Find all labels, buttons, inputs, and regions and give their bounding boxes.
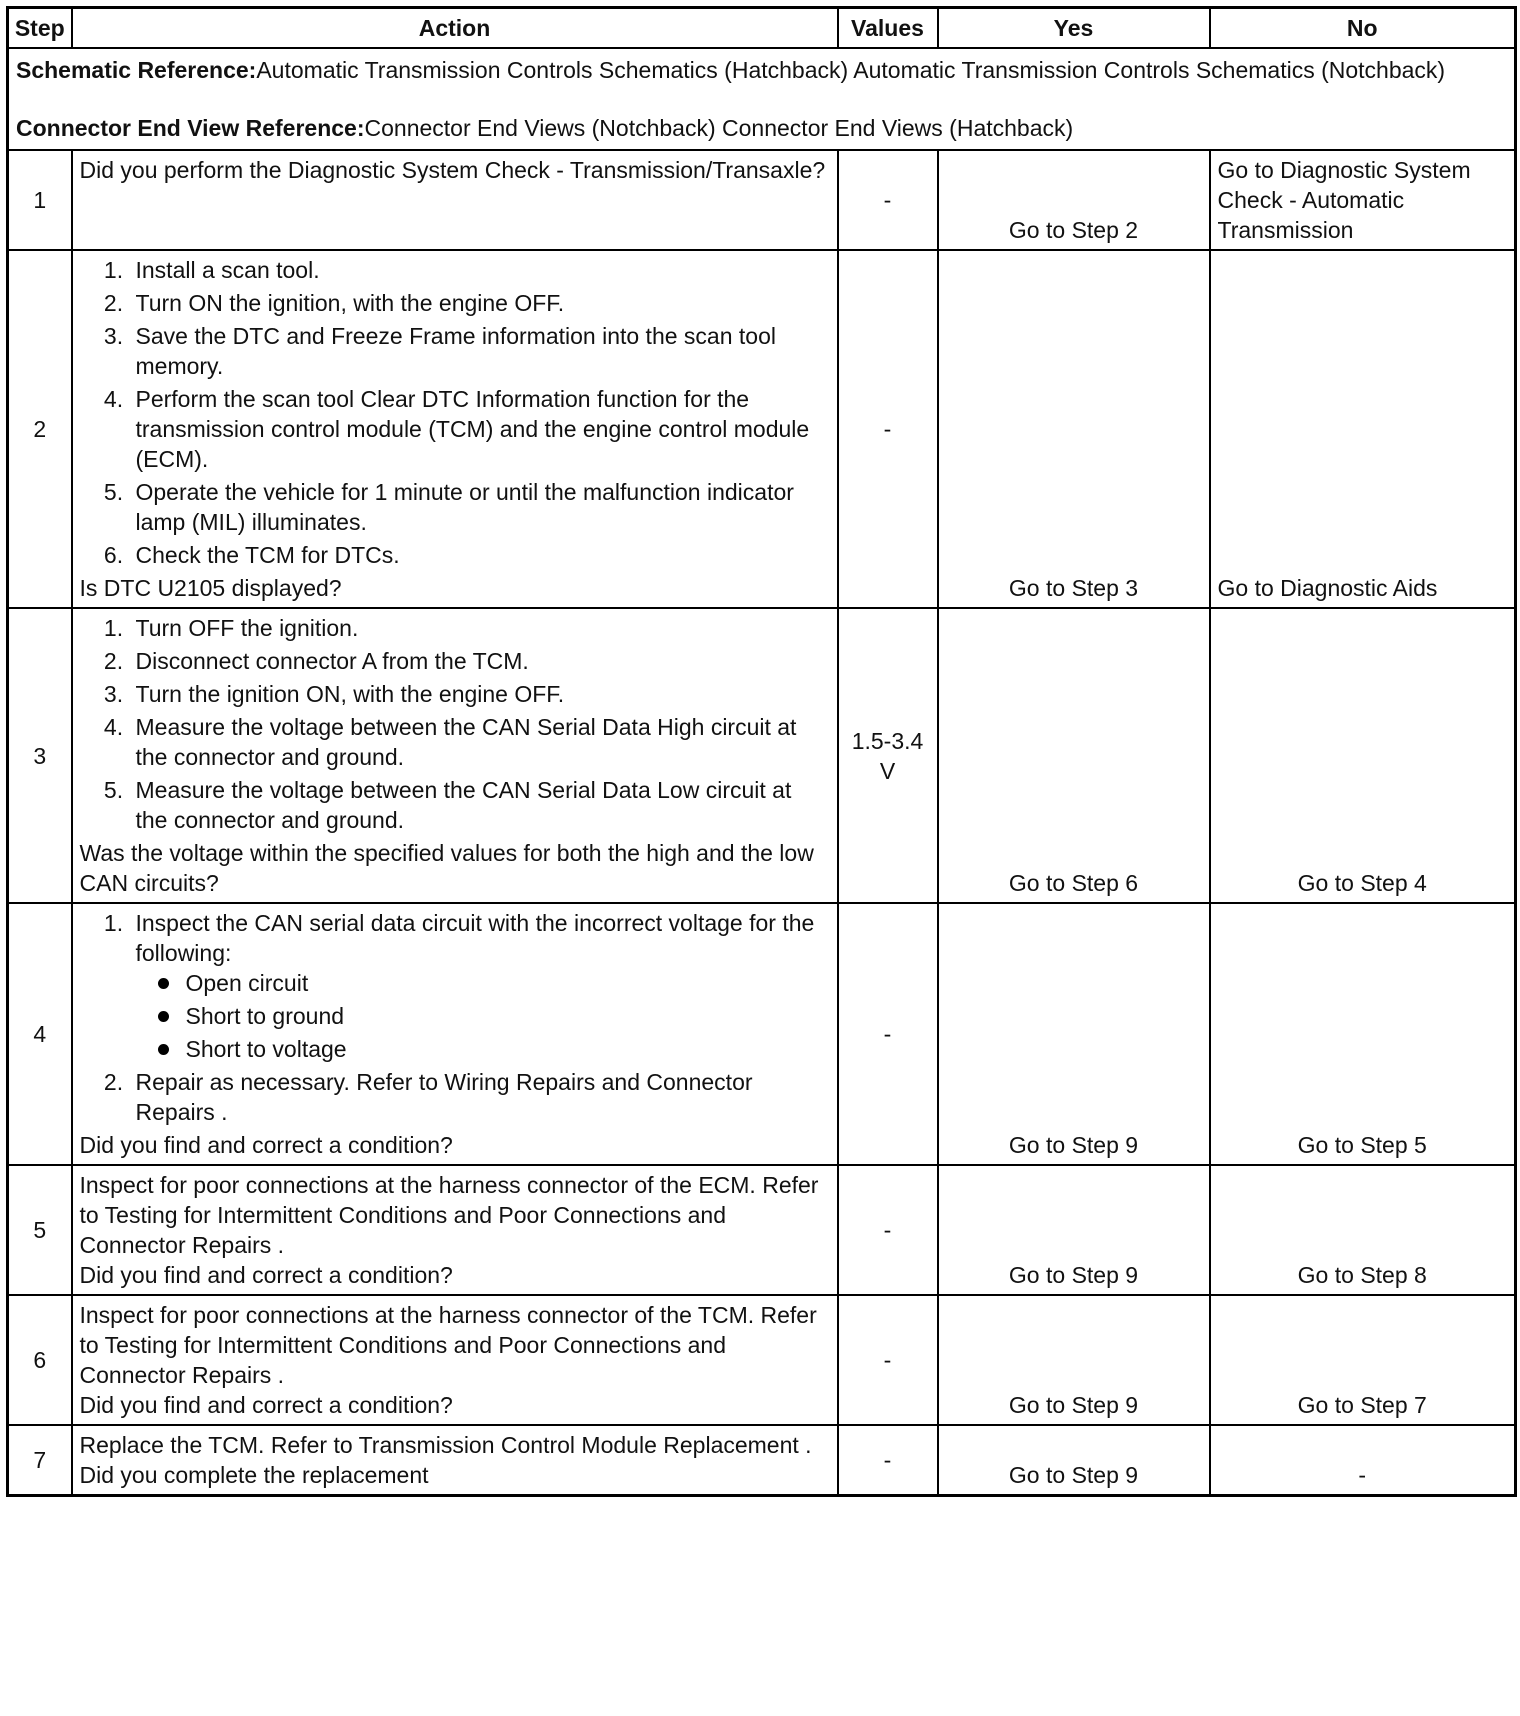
yes-cell: Go to Step 9 xyxy=(938,1425,1210,1496)
values-cell: - xyxy=(838,150,938,250)
values-cell: - xyxy=(838,1295,938,1425)
step-number: 5 xyxy=(8,1165,72,1295)
action-steps-list xyxy=(80,908,830,1127)
header-no: No xyxy=(1210,8,1516,49)
action-cell xyxy=(72,1295,838,1425)
no-cell: Go to Step 8 xyxy=(1210,1165,1516,1295)
step-number: 6 xyxy=(8,1295,72,1425)
step-number: 3 xyxy=(8,608,72,903)
action-cell xyxy=(72,250,838,608)
bullet-list xyxy=(136,968,830,1064)
no-cell: Go to Diagnostic System Check - Automatic Transmission xyxy=(1210,150,1516,250)
schematic-reference xyxy=(16,55,1507,85)
step-number: 7 xyxy=(8,1425,72,1496)
list-item xyxy=(130,908,830,1064)
bullet-item: Open circuit xyxy=(154,968,830,998)
step-row-5 xyxy=(8,1165,1516,1295)
list-item-text: Inspect the CAN serial data circuit with the incorrect voltage for the following: xyxy=(135,910,815,966)
diagnostic-table xyxy=(6,6,1517,1497)
reference-row xyxy=(8,48,1516,150)
header-step: Step xyxy=(8,8,72,49)
values-cell: - xyxy=(838,1165,938,1295)
step-number: 1 xyxy=(8,150,72,250)
step-row-3 xyxy=(8,608,1516,903)
list-item: 2. Disconnect connector A from the TCM. xyxy=(130,646,830,676)
header-action: Action xyxy=(72,8,838,49)
values-cell: - xyxy=(838,250,938,608)
list-item: 1. Turn OFF the ignition. xyxy=(130,613,830,643)
action-text: Inspect for poor connections at the harness connector of the ECM. Refer to Testing for Intermittent Conditions and Poor Connections and Connector Repairs . xyxy=(79,1172,819,1258)
action-text: Did you perform the Diagnostic System Check - Transmission/Transaxle? xyxy=(79,157,826,183)
action-question: Was the voltage within the specified values for both the high and the low CAN circuits? xyxy=(79,840,814,896)
no-cell: Go to Step 5 xyxy=(1210,903,1516,1165)
no-cell: Go to Diagnostic Aids xyxy=(1210,250,1516,608)
step-row-2 xyxy=(8,250,1516,608)
list-item: 6. Check the TCM for DTCs. xyxy=(130,540,830,570)
header-row xyxy=(8,8,1516,49)
bullet-item: Short to ground xyxy=(154,1001,830,1031)
action-cell xyxy=(72,150,838,250)
yes-cell: Go to Step 9 xyxy=(938,1165,1210,1295)
no-cell: Go to Step 4 xyxy=(1210,608,1516,903)
list-item: 5. Measure the voltage between the CAN Serial Data Low circuit at the connector and ground. xyxy=(130,775,830,835)
header-yes: Yes xyxy=(938,8,1210,49)
action-question: Did you find and correct a condition? xyxy=(79,1132,453,1158)
step-row-4 xyxy=(8,903,1516,1165)
action-cell xyxy=(72,1165,838,1295)
yes-cell: Go to Step 9 xyxy=(938,903,1210,1165)
action-steps-list xyxy=(80,613,830,835)
action-cell xyxy=(72,608,838,903)
connector-reference xyxy=(16,113,1507,143)
action-question: Did you complete the replacement xyxy=(79,1462,429,1488)
step-number: 4 xyxy=(8,903,72,1165)
step-number: 2 xyxy=(8,250,72,608)
diagnostic-document xyxy=(6,6,1514,1497)
values-cell: - xyxy=(838,1425,938,1496)
step-row-6 xyxy=(8,1295,1516,1425)
yes-cell: Go to Step 2 xyxy=(938,150,1210,250)
list-item: 3. Save the DTC and Freeze Frame information into the scan tool memory. xyxy=(130,321,830,381)
bullet-item: Short to voltage xyxy=(154,1034,830,1064)
action-question: Is DTC U2105 displayed? xyxy=(79,575,342,601)
list-item: 1. Install a scan tool. xyxy=(130,255,830,285)
step-row-7 xyxy=(8,1425,1516,1496)
action-text: Replace the TCM. Refer to Transmission Control Module Replacement . xyxy=(79,1432,812,1458)
step-row-1 xyxy=(8,150,1516,250)
reference-cell xyxy=(8,48,1516,150)
values-cell: 1.5-3.4 V xyxy=(838,608,938,903)
yes-cell: Go to Step 3 xyxy=(938,250,1210,608)
yes-cell: Go to Step 9 xyxy=(938,1295,1210,1425)
list-item: 5. Operate the vehicle for 1 minute or until the malfunction indicator lamp (MIL) illuminates. xyxy=(130,477,830,537)
schematic-reference-label: Schematic Reference: xyxy=(16,57,257,83)
action-question: Did you find and correct a condition? xyxy=(79,1392,453,1418)
yes-cell: Go to Step 6 xyxy=(938,608,1210,903)
list-item: 2. Repair as necessary. Refer to Wiring Repairs and Connector Repairs . xyxy=(130,1067,830,1127)
list-item: 2. Turn ON the ignition, with the engine OFF. xyxy=(130,288,830,318)
action-steps-list xyxy=(80,255,830,570)
header-values: Values xyxy=(838,8,938,49)
action-cell xyxy=(72,903,838,1165)
connector-reference-text: Connector End Views (Notchback) Connector End Views (Hatchback) xyxy=(364,115,1074,141)
schematic-reference-text: Automatic Transmission Controls Schematics (Hatchback) Automatic Transmission Controls Schematics (Notchback) xyxy=(256,57,1446,83)
action-cell xyxy=(72,1425,838,1496)
no-cell: Go to Step 7 xyxy=(1210,1295,1516,1425)
list-item: 3. Turn the ignition ON, with the engine OFF. xyxy=(130,679,830,709)
connector-reference-label: Connector End View Reference: xyxy=(16,115,365,141)
list-item: 4. Measure the voltage between the CAN Serial Data High circuit at the connector and ground. xyxy=(130,712,830,772)
values-cell: - xyxy=(838,903,938,1165)
action-question: Did you find and correct a condition? xyxy=(79,1262,453,1288)
action-text: Inspect for poor connections at the harness connector of the TCM. Refer to Testing for Intermittent Conditions and Poor Connections and Connector Repairs . xyxy=(79,1302,817,1388)
list-item: 4. Perform the scan tool Clear DTC Information function for the transmission control module (TCM) and the engine control module (ECM). xyxy=(130,384,830,474)
no-cell: - xyxy=(1210,1425,1516,1496)
